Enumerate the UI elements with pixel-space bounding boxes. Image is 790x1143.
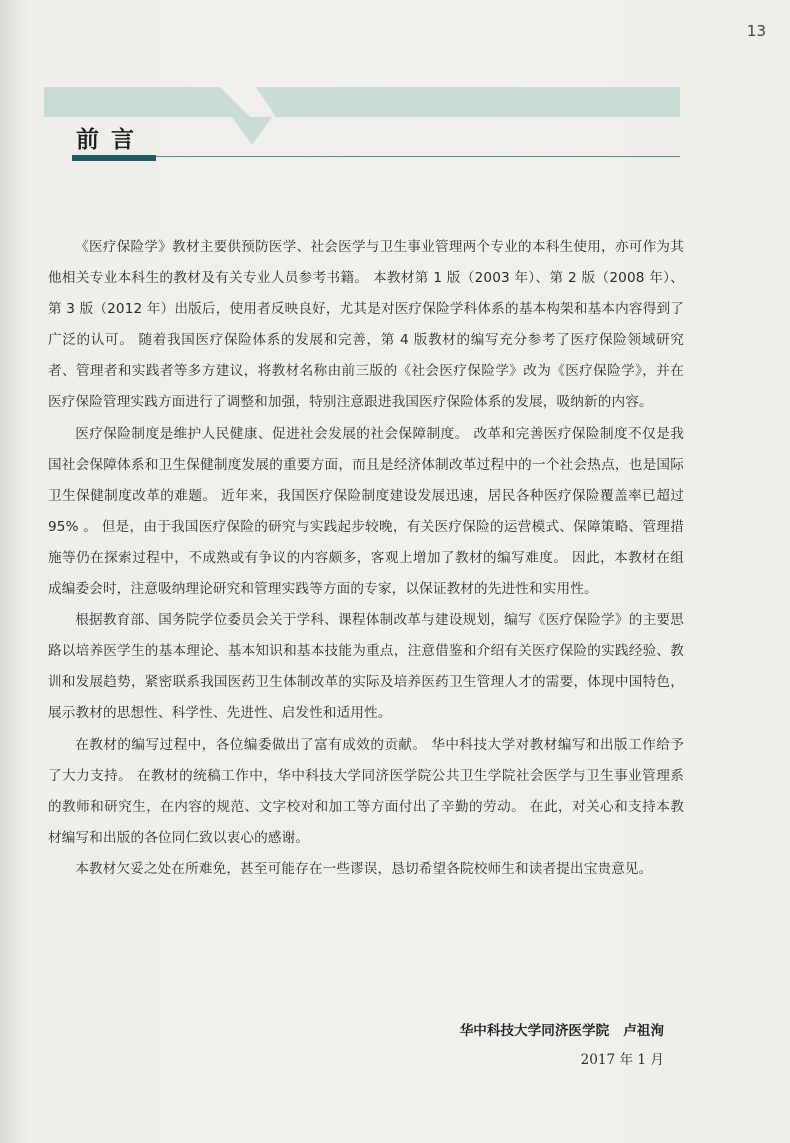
paragraph-5: 本教材欠妥之处在所难免，甚至可能存在一些谬误，恳切希望各院校师生和读者提出宝贵意见。 — [75, 860, 653, 877]
preface-body — [48, 232, 684, 885]
paragraph-2: 医疗保险制度是维护人民健康、促进社会发展的社会保障制度。 改革和完善医疗保险制度不仅是我国社会保障体系和卫生保健制度发展的重要方面，而且是经济体制改革过程中的一个社会热点，也是国际卫生保健制度改革的难题。 近年来，我国医疗保险制度建设发展迅速，居民各种医疗保险覆盖率已超过 95% 。 但是，由于我国医疗保险的研究与实践起步较晚，有关医疗保险的运营模式、保障策略、管理措施等仍在探索过程中，不成熟或有争议的内容颇多，客观上增加了教材的编写难度。 因此，本教材在组成编委会时，注意吸纳理论研究和管理实践等方面的专家，以保证教材的先进性和实用性。 — [48, 425, 684, 598]
title-accent-bar — [72, 155, 156, 161]
signature-name: 卢祖洵 — [623, 1023, 664, 1039]
paragraph-4: 在教材的编写过程中，各位编委做出了富有成效的贡献。 华中科技大学对教材编写和出版工作给予了大力支持。 在教材的统稿工作中，华中科技大学同济医学院公共卫生学院社会医学与卫生事业管理系的教师和研究生，在内容的规范、文字校对和加工等方面付出了辛勤的劳动。 在此，对关心和支持本教材编写和出版的各位同仁致以衷心的感谢。 — [48, 736, 684, 846]
signature-date: 2017 年 1 月 — [580, 1052, 664, 1068]
signature-line — [460, 1019, 664, 1039]
signature-institution: 华中科技大学同济医学院 — [459, 1023, 610, 1039]
paragraph-3: 根据教育部、国务院学位委员会关于学科、课程体制改革与建设规划，编写《医疗保险学》的主要思路以培养医学生的基本理论、基本知识和基本技能为重点，注意借鉴和介绍有关医疗保险的实践经验、教训和发展趋势，紧密联系我国医药卫生体制改革的实际及培养医药卫生管理人才的需要，体现中国特色，展示教材的思想性、科学性、先进性、启发性和适用性。 — [48, 612, 684, 722]
paragraph-1: 《医疗保险学》教材主要供预防医学、社会医学与卫生事业管理两个专业的本科生使用，亦可作为其他相关专业本科生的教材及有关专业人员参考书籍。 本教材第 1 版（2003 年）、第 2 版（2008 年）、第 3 版（2012 年）出版后，使用者反映良好，尤其是对医疗保险学科体系的基本构架和基本内容得到了广泛的认可。 随着我国医疗保险体系的发展和完善，第 4 版教材的编写充分参考了医疗保险领域研究者、管理者和实践者等多方建议，将教材名称由前三版的《社会医疗保险学》改为《医疗保险学》，并在医疗保险管理实践方面进行了调整和加强，特别注意跟进我国医疗保险体系的发展，吸纳新的内容。 — [48, 239, 684, 411]
header-decorative-band — [44, 87, 680, 117]
section-title: 前言 — [76, 127, 146, 153]
page-number: 13 — [746, 22, 766, 40]
title-divider-line — [72, 156, 680, 157]
